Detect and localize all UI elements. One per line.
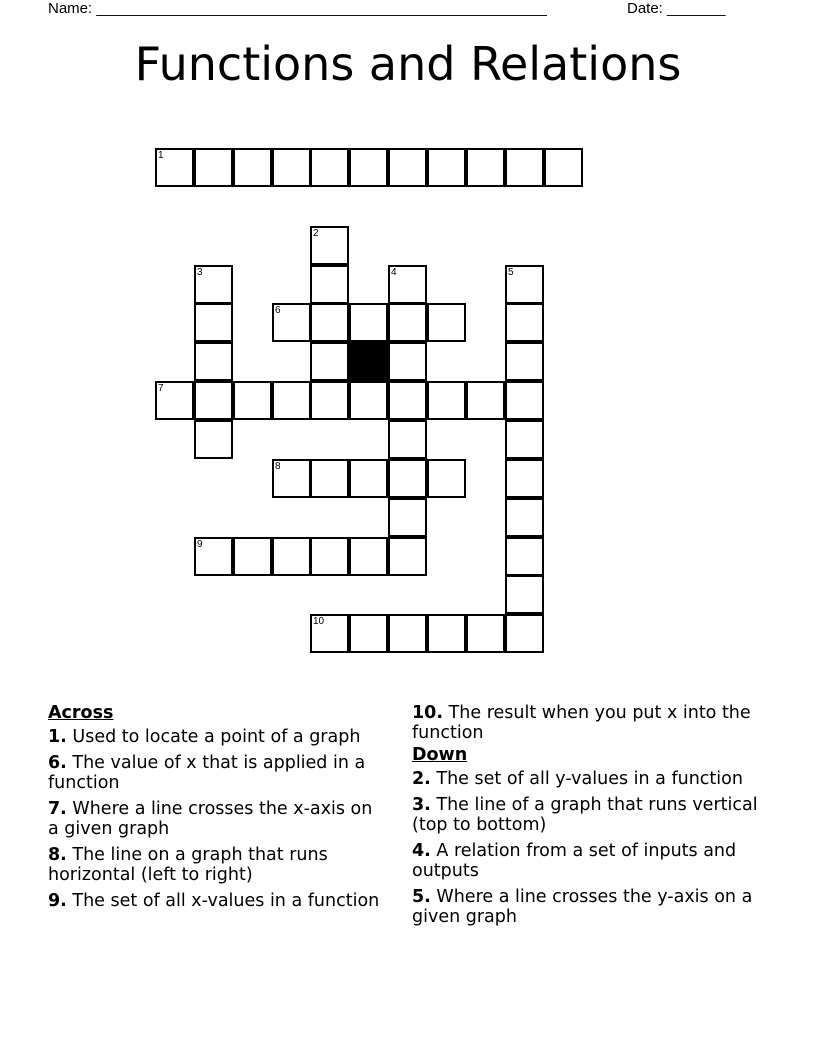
grid-cell[interactable]: [310, 459, 349, 498]
grid-cell[interactable]: [272, 148, 311, 187]
grid-cell[interactable]: [388, 614, 427, 653]
clue-down-3: [412, 795, 762, 835]
grid-cell[interactable]: [427, 303, 466, 342]
grid-cell[interactable]: [233, 148, 272, 187]
across-heading: Across: [48, 703, 114, 723]
clue-down-5: [412, 887, 762, 927]
grid-cell[interactable]: [388, 537, 427, 576]
grid-cell[interactable]: [388, 342, 427, 381]
grid-cell[interactable]: [505, 148, 544, 187]
grid-cell[interactable]: [544, 148, 583, 187]
date-blank: _______: [667, 0, 726, 17]
clue-across-7: [48, 799, 388, 839]
grid-cell[interactable]: [505, 459, 544, 498]
grid-cell[interactable]: [388, 498, 427, 537]
grid-cell[interactable]: [349, 381, 388, 420]
blocked-cell: [349, 342, 388, 381]
clue-number: 4.: [412, 841, 431, 861]
clues-left-column: [48, 700, 388, 917]
grid-cell[interactable]: [194, 537, 233, 576]
grid-cell[interactable]: [155, 148, 194, 187]
grid-cell[interactable]: [310, 226, 349, 265]
clue-number: 10.: [412, 703, 444, 723]
grid-cell[interactable]: [310, 614, 349, 653]
clue-number: 3.: [412, 795, 431, 815]
cell-number: 10: [313, 616, 325, 627]
clues-right-column: [412, 700, 762, 933]
grid-cell[interactable]: [505, 575, 544, 614]
grid-cell[interactable]: [505, 265, 544, 304]
clue-number: 1.: [48, 727, 67, 747]
grid-cell[interactable]: [505, 537, 544, 576]
grid-cell[interactable]: [505, 420, 544, 459]
clue-number: 8.: [48, 845, 67, 865]
grid-cell[interactable]: [272, 459, 311, 498]
clue-number: 5.: [412, 887, 431, 907]
grid-cell[interactable]: [310, 265, 349, 304]
grid-cell[interactable]: [505, 498, 544, 537]
clue-text: Used to locate a point of a graph: [72, 727, 361, 747]
grid-cell[interactable]: [427, 148, 466, 187]
grid-cell[interactable]: [427, 459, 466, 498]
cell-number: 7: [158, 383, 164, 394]
clue-text: The value of x that is applied in a function: [48, 753, 366, 793]
grid-cell[interactable]: [388, 148, 427, 187]
clue-across-1: [48, 727, 388, 747]
grid-cell[interactable]: [310, 342, 349, 381]
cell-number: 8: [275, 461, 281, 472]
cell-number: 2: [313, 228, 319, 239]
clue-down-4: [412, 841, 762, 881]
clue-text: The result when you put x into the function: [412, 703, 751, 743]
grid-cell[interactable]: [194, 265, 233, 304]
date-label: Date:: [627, 0, 663, 17]
grid-cell[interactable]: [310, 148, 349, 187]
grid-cell[interactable]: [194, 381, 233, 420]
grid-cell[interactable]: [466, 148, 505, 187]
clue-across-9: [48, 891, 388, 911]
clue-number: 6.: [48, 753, 67, 773]
grid-cell[interactable]: [233, 381, 272, 420]
grid-cell[interactable]: [505, 614, 544, 653]
grid-cell[interactable]: [272, 537, 311, 576]
grid-cell[interactable]: [427, 381, 466, 420]
grid-cell[interactable]: [388, 265, 427, 304]
name-label: Name:: [48, 0, 93, 17]
grid-cell[interactable]: [349, 459, 388, 498]
grid-cell[interactable]: [194, 303, 233, 342]
puzzle-title: Functions and Relations: [134, 37, 682, 91]
grid-cell[interactable]: [466, 381, 505, 420]
grid-cell[interactable]: [233, 537, 272, 576]
name-blank: ______________________________________________________: [96, 0, 547, 17]
grid-cell[interactable]: [155, 381, 194, 420]
clue-text: A relation from a set of inputs and outputs: [412, 841, 737, 881]
clue-across-6: [48, 753, 388, 793]
cell-number: 9: [197, 539, 203, 550]
grid-cell[interactable]: [310, 381, 349, 420]
cell-number: 5: [508, 267, 514, 278]
grid-cell[interactable]: [194, 342, 233, 381]
grid-cell[interactable]: [349, 303, 388, 342]
clue-number: 2.: [412, 769, 431, 789]
grid-cell[interactable]: [272, 303, 311, 342]
clue-across-10: [412, 703, 762, 743]
grid-cell[interactable]: [310, 303, 349, 342]
cell-number: 1: [158, 150, 164, 161]
clue-down-2: [412, 769, 762, 789]
grid-cell[interactable]: [505, 381, 544, 420]
cell-number: 6: [275, 305, 281, 316]
grid-cell[interactable]: [505, 342, 544, 381]
grid-cell[interactable]: [349, 614, 388, 653]
grid-cell[interactable]: [427, 614, 466, 653]
grid-cell[interactable]: [310, 537, 349, 576]
grid-cell[interactable]: [388, 420, 427, 459]
clues-section: [0, 700, 816, 1040]
clue-text: The set of all y-values in a function: [436, 769, 743, 789]
grid-cell[interactable]: [388, 381, 427, 420]
clue-number: 7.: [48, 799, 67, 819]
grid-cell[interactable]: [466, 614, 505, 653]
clue-text: Where a line crosses the y-axis on a given graph: [412, 887, 753, 927]
grid-cell[interactable]: [388, 459, 427, 498]
grid-cell[interactable]: [388, 303, 427, 342]
down-heading: Down: [412, 745, 468, 765]
clue-text: The line of a graph that runs vertical (top to bottom): [412, 795, 758, 835]
clue-across-8: [48, 845, 388, 885]
grid-cell[interactable]: [349, 537, 388, 576]
grid-cell[interactable]: [194, 420, 233, 459]
grid-cell[interactable]: [194, 148, 233, 187]
cell-number: 3: [197, 267, 203, 278]
clue-number: 9.: [48, 891, 67, 911]
clue-text: Where a line crosses the x-axis on a given graph: [48, 799, 373, 839]
clue-text: The line on a graph that runs horizontal (left to right): [48, 845, 328, 885]
cell-number: 4: [391, 267, 397, 278]
clue-text: The set of all x-values in a function: [72, 891, 380, 911]
grid-cell[interactable]: [349, 148, 388, 187]
grid-cell[interactable]: [505, 303, 544, 342]
grid-cell[interactable]: [272, 381, 311, 420]
